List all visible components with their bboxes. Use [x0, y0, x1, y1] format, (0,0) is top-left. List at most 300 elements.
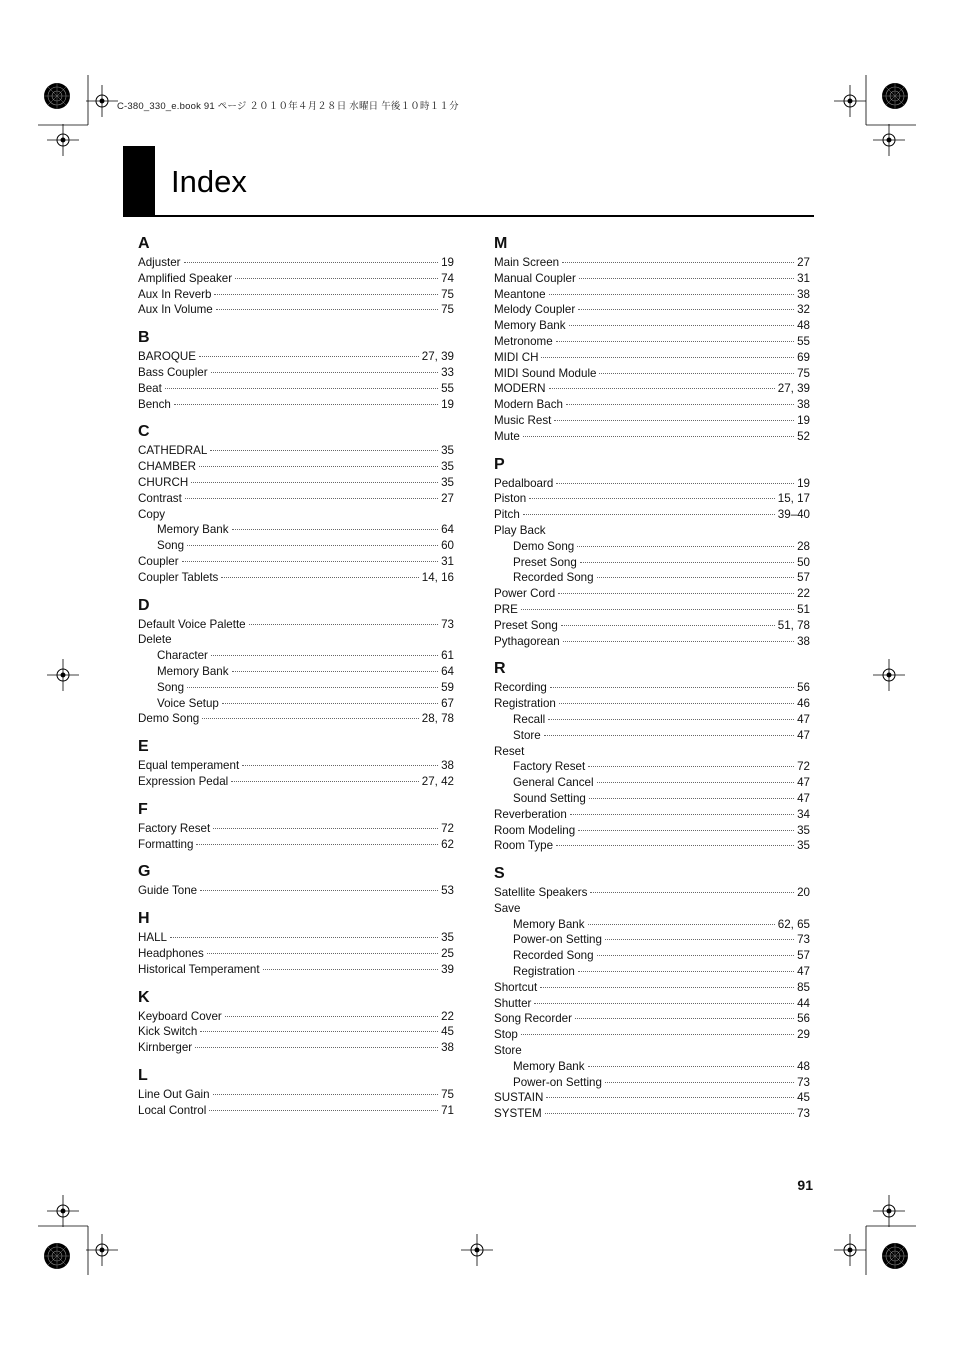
section-letter: E: [138, 738, 149, 756]
entry-page-ref: 75: [441, 303, 454, 317]
entry-label: Reverberation: [494, 807, 567, 821]
dot-leader: [196, 844, 438, 845]
index-entry[interactable]: [494, 366, 810, 382]
entry-label: Memory Bank: [513, 1059, 585, 1073]
dot-leader: [199, 466, 438, 467]
index-section-g: [138, 862, 454, 899]
index-subentry[interactable]: [494, 759, 810, 775]
entry-page-ref: 38: [441, 759, 454, 773]
entry-label: Memory Bank: [157, 523, 229, 537]
index-subentry[interactable]: [138, 664, 454, 680]
index-subentry[interactable]: [138, 696, 454, 712]
page-number: 91: [797, 1177, 813, 1193]
entry-label: Recording: [494, 681, 547, 695]
index-entry[interactable]: [138, 774, 454, 790]
index-subentry[interactable]: [494, 775, 810, 791]
dot-leader: [578, 971, 794, 972]
entry-label: Save: [494, 901, 521, 915]
dot-leader: [556, 483, 794, 484]
index-section-h: [138, 909, 454, 977]
index-entry[interactable]: [494, 381, 810, 397]
index-subentry[interactable]: [494, 932, 810, 948]
dot-leader: [521, 1034, 794, 1035]
entry-page-ref: 51, 78: [777, 618, 810, 632]
dot-leader: [566, 404, 794, 405]
dot-leader: [213, 828, 438, 829]
dot-leader: [191, 482, 438, 483]
entry-label: Preset Song: [513, 555, 577, 569]
entry-page-ref: 20: [797, 886, 810, 900]
index-entry[interactable]: [138, 632, 454, 648]
index-entry[interactable]: [494, 901, 810, 917]
entry-page-ref: 50: [797, 555, 810, 569]
dot-leader: [202, 718, 419, 719]
dot-leader: [549, 294, 795, 295]
dot-leader: [214, 294, 438, 295]
dot-leader: [185, 498, 438, 499]
entry-page-ref: 62: [441, 837, 454, 851]
entry-label: Coupler Tablets: [138, 570, 219, 584]
dot-leader: [575, 1018, 794, 1019]
dot-leader: [211, 655, 438, 656]
entry-page-ref: 51: [797, 602, 810, 616]
dot-leader: [569, 325, 795, 326]
index-entry[interactable]: [494, 334, 810, 350]
entry-label: Stop: [494, 1028, 518, 1042]
entry-page-ref: 33: [441, 365, 454, 379]
entry-label: Memory Bank: [513, 917, 585, 931]
entry-label: Default Voice Palette: [138, 617, 246, 631]
index-entry[interactable]: [138, 255, 454, 271]
entry-label: Headphones: [138, 946, 204, 960]
dot-leader: [221, 577, 418, 578]
entry-label: Pythagorean: [494, 634, 560, 648]
dot-leader: [597, 782, 795, 783]
entry-label: MIDI Sound Module: [494, 366, 597, 380]
dot-leader: [187, 545, 438, 546]
index-entry[interactable]: [494, 996, 810, 1012]
dot-leader: [558, 593, 794, 594]
entry-label: MODERN: [494, 382, 546, 396]
entry-page-ref: 53: [441, 884, 454, 898]
entry-label: Character: [157, 649, 208, 663]
index-entry[interactable]: [138, 946, 454, 962]
entry-label: Adjuster: [138, 256, 181, 269]
dot-leader: [210, 450, 438, 451]
entry-page-ref: 22: [797, 587, 810, 601]
entry-label: Delete: [138, 633, 172, 647]
index-subentry[interactable]: [494, 948, 810, 964]
index-entry[interactable]: [138, 837, 454, 853]
entry-label: Song: [157, 680, 185, 694]
index-section-c: [138, 422, 454, 585]
dot-leader: [165, 388, 438, 389]
section-letter: C: [138, 423, 150, 441]
index-entry[interactable]: [138, 302, 454, 318]
entry-label: BAROQUE: [138, 350, 196, 364]
dot-leader: [222, 703, 438, 704]
index-entry[interactable]: [138, 711, 454, 727]
index-subentry[interactable]: [494, 555, 810, 571]
index-section-d: [138, 596, 454, 728]
dot-leader: [544, 735, 794, 736]
index-entry[interactable]: [138, 459, 454, 475]
entry-page-ref: 29: [797, 1028, 810, 1042]
entry-label: Bass Coupler: [138, 365, 208, 379]
entry-label: Room Type: [494, 839, 554, 853]
entry-page-ref: 35: [797, 823, 810, 837]
index-entry[interactable]: [138, 962, 454, 978]
index-entry[interactable]: [138, 758, 454, 774]
index-entry[interactable]: [494, 807, 810, 823]
entry-page-ref: 19: [441, 397, 454, 411]
index-column-left: [138, 234, 454, 1128]
index-entry[interactable]: [138, 349, 454, 365]
entry-label: Song Recorder: [494, 1012, 572, 1026]
index-entry[interactable]: [138, 271, 454, 287]
dot-leader: [549, 388, 775, 389]
entry-label: Song: [157, 539, 185, 553]
index-subentry[interactable]: [494, 728, 810, 744]
entry-label: Aux In Volume: [138, 303, 213, 317]
entry-page-ref: 38: [797, 634, 810, 648]
dot-leader: [521, 609, 794, 610]
index-entry[interactable]: [494, 838, 810, 854]
dot-leader: [559, 703, 794, 704]
dot-leader: [225, 1016, 438, 1017]
index-section-l: [138, 1066, 454, 1119]
dot-leader: [211, 372, 438, 373]
index-subentry[interactable]: [494, 917, 810, 933]
index-entry[interactable]: [494, 476, 810, 492]
entry-page-ref: 48: [797, 319, 810, 333]
index-section-p: [494, 455, 810, 650]
entry-page-ref: 72: [797, 760, 810, 774]
entry-label: Meantone: [494, 287, 546, 301]
index-entry[interactable]: [494, 696, 810, 712]
index-entry[interactable]: [494, 523, 810, 539]
index-entry[interactable]: [138, 570, 454, 586]
index-entry[interactable]: [138, 1040, 454, 1056]
dot-leader: [523, 514, 775, 515]
entry-label: Store: [513, 728, 541, 742]
entry-label: SYSTEM: [494, 1107, 542, 1121]
entry-label: Formatting: [138, 837, 194, 851]
index-section-e: [138, 737, 454, 790]
index-entry[interactable]: [494, 1011, 810, 1027]
entry-page-ref: 73: [441, 617, 454, 631]
index-entry[interactable]: [494, 744, 810, 760]
index-entry[interactable]: [494, 318, 810, 334]
entry-page-ref: 19: [797, 476, 810, 490]
section-letter: B: [138, 329, 150, 347]
entry-page-ref: 47: [797, 965, 810, 979]
entry-label: Metronome: [494, 334, 553, 348]
entry-label: Recorded Song: [513, 571, 594, 585]
entry-label: Power-on Setting: [513, 1075, 602, 1089]
entry-page-ref: 55: [797, 334, 810, 348]
index-column-right: [494, 234, 810, 1132]
index-section-k: [138, 988, 454, 1056]
entry-page-ref: 19: [797, 413, 810, 427]
entry-label: Factory Reset: [138, 821, 211, 835]
dot-leader: [556, 845, 794, 846]
dot-leader: [605, 1082, 794, 1083]
entry-label: Coupler: [138, 554, 179, 568]
index-entry[interactable]: [138, 883, 454, 899]
entry-page-ref: 75: [441, 1087, 454, 1101]
dot-leader: [545, 1113, 794, 1114]
index-entry[interactable]: [494, 255, 810, 271]
entry-label: CATHEDRAL: [138, 444, 208, 458]
entry-label: Factory Reset: [513, 760, 586, 774]
index-entry[interactable]: [138, 443, 454, 459]
index-section-b: [138, 328, 454, 412]
entry-label: Room Modeling: [494, 823, 576, 837]
index-entry[interactable]: [138, 1009, 454, 1025]
entry-page-ref: 69: [797, 350, 810, 364]
entry-label: Voice Setup: [157, 696, 219, 710]
entry-label: Amplified Speaker: [138, 271, 233, 285]
index-subentry[interactable]: [494, 570, 810, 586]
entry-label: Preset Song: [494, 618, 558, 632]
index-entry[interactable]: [494, 634, 810, 650]
dot-leader: [200, 1031, 438, 1032]
entry-page-ref: 73: [797, 1075, 810, 1089]
entry-label: Bench: [138, 397, 171, 411]
dot-leader: [249, 624, 438, 625]
entry-label: PRE: [494, 602, 518, 616]
entry-page-ref: 47: [797, 728, 810, 742]
index-subentry[interactable]: [494, 539, 810, 555]
index-entry[interactable]: [138, 287, 454, 303]
section-letter: H: [138, 910, 150, 928]
index-entry[interactable]: [138, 821, 454, 837]
entry-page-ref: 56: [797, 681, 810, 695]
entry-label: Recorded Song: [513, 949, 594, 963]
entry-page-ref: 28, 78: [421, 712, 454, 726]
index-entry[interactable]: [494, 602, 810, 618]
index-entry[interactable]: [494, 1090, 810, 1106]
index-entry[interactable]: [494, 350, 810, 366]
index-entry[interactable]: [494, 680, 810, 696]
index-entry[interactable]: [494, 507, 810, 523]
index-entry[interactable]: [138, 1087, 454, 1103]
title-block-bar: [123, 146, 155, 216]
dot-leader: [599, 373, 794, 374]
index-entry[interactable]: [138, 617, 454, 633]
index-entry[interactable]: [138, 554, 454, 570]
index-entry[interactable]: [138, 930, 454, 946]
index-entry[interactable]: [494, 302, 810, 318]
dot-leader: [529, 498, 775, 499]
index-entry[interactable]: [138, 491, 454, 507]
index-entry[interactable]: [494, 618, 810, 634]
dot-leader: [597, 955, 795, 956]
entry-label: SUSTAIN: [494, 1091, 544, 1105]
index-entry[interactable]: [138, 507, 454, 523]
entry-page-ref: 60: [441, 539, 454, 553]
entry-label: Aux In Reverb: [138, 287, 212, 301]
index-subentry[interactable]: [138, 648, 454, 664]
dot-leader: [588, 924, 775, 925]
entry-page-ref: 55: [441, 381, 454, 395]
entry-page-ref: 31: [441, 554, 454, 568]
entry-page-ref: 39: [441, 962, 454, 976]
entry-page-ref: 64: [441, 664, 454, 678]
dot-leader: [534, 1003, 794, 1004]
dot-leader: [590, 892, 794, 893]
entry-page-ref: 45: [797, 1091, 810, 1105]
title-rule: [123, 215, 814, 217]
index-entry[interactable]: [138, 365, 454, 381]
dot-leader: [561, 625, 775, 626]
section-letter: G: [138, 863, 151, 881]
dot-leader: [570, 814, 794, 815]
section-letter: F: [138, 800, 148, 818]
dot-leader: [588, 1066, 795, 1067]
dot-leader: [548, 719, 794, 720]
index-entry[interactable]: [138, 475, 454, 491]
dot-leader: [597, 577, 795, 578]
dot-leader: [187, 687, 438, 688]
entry-page-ref: 73: [797, 1107, 810, 1121]
entry-page-ref: 14, 16: [421, 570, 454, 584]
section-letter: R: [494, 660, 506, 678]
index-entry[interactable]: [494, 413, 810, 429]
entry-label: Copy: [138, 507, 166, 521]
entry-page-ref: 75: [441, 287, 454, 301]
entry-page-ref: 27, 39: [421, 350, 454, 364]
index-section-s: [494, 864, 810, 1122]
index-subentry[interactable]: [494, 791, 810, 807]
entry-page-ref: 27: [441, 491, 454, 505]
dot-leader: [563, 641, 794, 642]
entry-label: CHAMBER: [138, 460, 196, 474]
entry-page-ref: 35: [441, 444, 454, 458]
entry-page-ref: 56: [797, 1012, 810, 1026]
entry-label: Equal temperament: [138, 759, 240, 773]
entry-label: Keyboard Cover: [138, 1009, 222, 1023]
entry-label: Memory Bank: [157, 664, 229, 678]
entry-page-ref: 27, 39: [777, 382, 810, 396]
index-entry[interactable]: [494, 1027, 810, 1043]
index-entry[interactable]: [494, 586, 810, 602]
dot-leader: [199, 356, 419, 357]
index-entry[interactable]: [138, 397, 454, 413]
entry-page-ref: 15, 17: [777, 492, 810, 506]
entry-label: Mute: [494, 429, 520, 443]
dot-leader: [216, 309, 438, 310]
dot-leader: [554, 420, 794, 421]
page-title: Index: [171, 164, 247, 199]
entry-page-ref: 61: [441, 649, 454, 663]
print-slug: C-380_330_e.book 91 ページ ２０１０年４月２８日 水曜日 午後１０時１１分: [117, 101, 459, 112]
dot-leader: [523, 436, 794, 437]
entry-page-ref: 39–40: [777, 508, 810, 522]
index-entry[interactable]: [494, 823, 810, 839]
dot-leader: [562, 262, 794, 263]
index-subentry[interactable]: [494, 964, 810, 980]
entry-page-ref: 57: [797, 949, 810, 963]
entry-label: Recall: [513, 712, 546, 726]
dot-leader: [170, 937, 438, 938]
entry-label: Contrast: [138, 491, 182, 505]
index-entry[interactable]: [494, 491, 810, 507]
entry-page-ref: 75: [797, 366, 810, 380]
entry-label: Melody Coupler: [494, 303, 576, 317]
index-subentry[interactable]: [494, 1075, 810, 1091]
index-entry[interactable]: [494, 980, 810, 996]
entry-label: Shutter: [494, 996, 532, 1010]
entry-label: Manual Coupler: [494, 271, 576, 285]
entry-page-ref: 72: [441, 821, 454, 835]
entry-page-ref: 22: [441, 1009, 454, 1023]
dot-leader: [605, 939, 794, 940]
index-entry[interactable]: [494, 1043, 810, 1059]
dot-leader: [209, 1110, 438, 1111]
index-entry[interactable]: [138, 381, 454, 397]
index-entry[interactable]: [494, 287, 810, 303]
entry-label: Demo Song: [138, 712, 200, 726]
entry-page-ref: 64: [441, 523, 454, 537]
entry-label: HALL: [138, 931, 168, 945]
index-subentry[interactable]: [494, 712, 810, 728]
entry-page-ref: 73: [797, 933, 810, 947]
entry-label: Registration: [494, 697, 556, 711]
dot-leader: [550, 687, 794, 688]
index-entry[interactable]: [494, 885, 810, 901]
index-subentry[interactable]: [138, 538, 454, 554]
dot-leader: [242, 765, 438, 766]
entry-label: Expression Pedal: [138, 774, 229, 788]
entry-label: Reset: [494, 744, 525, 758]
entry-page-ref: 62, 65: [777, 917, 810, 931]
entry-page-ref: 34: [797, 807, 810, 821]
entry-label: Power-on Setting: [513, 933, 602, 947]
dot-leader: [195, 1047, 438, 1048]
entry-page-ref: 74: [441, 271, 454, 285]
index-subentry[interactable]: [138, 522, 454, 538]
index-entry[interactable]: [138, 1103, 454, 1119]
dot-leader: [174, 404, 438, 405]
index-entry[interactable]: [494, 397, 810, 413]
entry-page-ref: 25: [441, 946, 454, 960]
dot-leader: [235, 278, 438, 279]
dot-leader: [577, 546, 794, 547]
entry-page-ref: 48: [797, 1059, 810, 1073]
index-subentry[interactable]: [494, 1059, 810, 1075]
entry-label: Pitch: [494, 508, 520, 522]
entry-label: Beat: [138, 381, 162, 395]
dot-leader: [213, 1094, 439, 1095]
entry-label: Local Control: [138, 1103, 207, 1117]
index-entry[interactable]: [494, 429, 810, 445]
entry-label: Demo Song: [513, 539, 575, 553]
entry-page-ref: 44: [797, 996, 810, 1010]
index-subentry[interactable]: [138, 680, 454, 696]
index-entry[interactable]: [494, 1106, 810, 1122]
entry-page-ref: 38: [441, 1041, 454, 1055]
section-letter: P: [494, 455, 505, 473]
entry-page-ref: 32: [797, 303, 810, 317]
entry-label: Line Out Gain: [138, 1087, 210, 1101]
index-entry[interactable]: [138, 1024, 454, 1040]
dot-leader: [263, 969, 439, 970]
index-entry[interactable]: [494, 271, 810, 287]
entry-page-ref: 35: [797, 839, 810, 853]
entry-label: Guide Tone: [138, 884, 198, 898]
